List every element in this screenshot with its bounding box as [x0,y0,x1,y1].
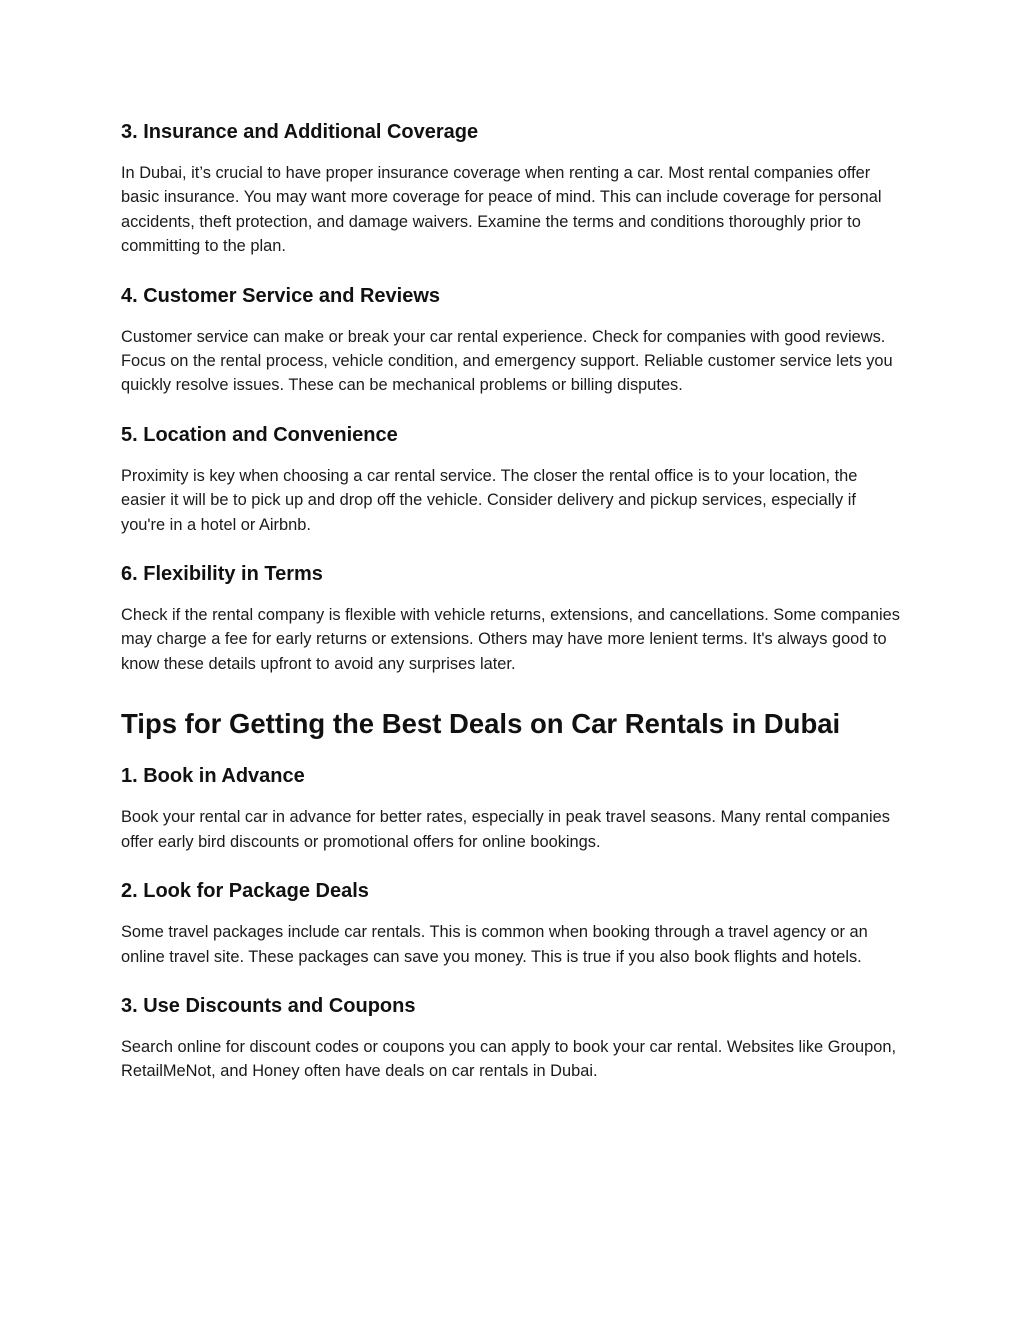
section-body-flexibility: Check if the rental company is flexible with vehicle returns, extensions, and cancellations. Some companies may charge a fee for early returns or extensions. Others may have more lenient terms. It's always good to know these details upfront to avoid any surprises later. [121,606,900,673]
tip-body-book-in-advance: Book your rental car in advance for better rates, especially in peak travel seasons. Many rental companies offer early bird discounts or promotional offers for online bookings. [121,808,890,851]
section-heading-flexibility: 6. Flexibility in Terms [121,563,323,586]
section-heading-location: 5. Location and Convenience [121,423,398,446]
tip-body-package-deals: Some travel packages include car rentals. This is common when booking through a travel agency or an online travel site. These packages can save you money. This is true if you also book flights and hotels. [121,923,868,966]
section-heading-insurance: 3. Insurance and Additional Coverage [121,121,479,143]
section-body-customer-service: Customer service can make or break your car rental experience. Check for companies with good reviews. Focus on the rental process, vehicle condition, and emergency support. Reliable customer service lets you quickly resolve issues. These can be mechanical problems or billing disputes. [121,327,893,395]
section-body-insurance: In Dubai, it’s crucial to have proper insurance coverage when renting a car. Most rental companies offer basic insurance. You may want more coverage for peace of mind. This can include coverage for personal accidents, theft protection, and damage waivers. Examine the terms and conditions thoroughly prior to committing to the plan. [121,164,882,256]
tip-heading-package-deals: 2. Look for Package Deals [121,880,369,903]
tip-body-discounts: Search online for discount codes or coupons you can apply to book your car rental. Websites like Groupon, RetailMeNot, and Honey often have deals on car rentals in Dubai. [121,1037,897,1081]
section-heading-customer-service: 4. Customer Service and Reviews [121,284,441,307]
section-body-location: Proximity is key when choosing a car rental service. The closer the rental office is to your location, the easier it will be to pick up and drop off the vehicle. Consider delivery and pickup services, especially if you're in a hotel or Airbnb. [121,466,858,534]
tip-heading-book-in-advance: 1. Book in Advance [121,765,305,788]
tips-title: Tips for Getting the Best Deals on Car Rentals in Dubai [121,708,841,740]
document-page [121,118,901,1084]
tip-heading-discounts: 3. Use Discounts and Coupons [121,994,416,1017]
